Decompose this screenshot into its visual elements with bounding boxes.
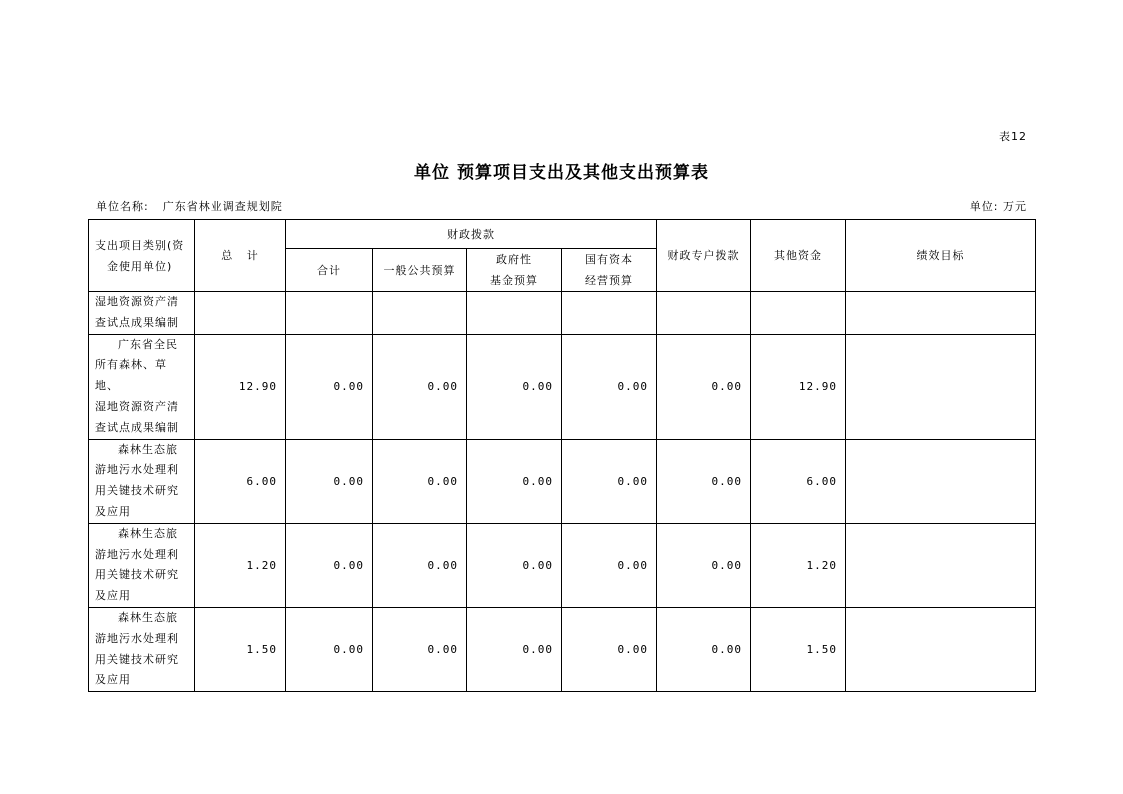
project-name-line (95, 313, 190, 334)
col-header-category (89, 220, 195, 292)
project-name-text: 森林生态旅 (118, 442, 178, 456)
project-name-text: 所有森林、草地、 (95, 358, 167, 393)
project-name-line (95, 524, 190, 545)
project-name-line (95, 460, 190, 481)
col-header-gov-fund (467, 249, 562, 292)
col-header-state-capital (562, 249, 657, 292)
cell-fiscal-special: 0.00 (657, 607, 751, 691)
cell-subtotal (286, 292, 373, 335)
col-header-fiscal-special: 财政专户拨款 (657, 220, 751, 292)
cell-general-public: 0.00 (373, 439, 467, 523)
table-row (89, 523, 1036, 607)
cell-subtotal: 0.00 (286, 439, 373, 523)
cell-total (195, 292, 286, 335)
project-name-line (95, 355, 190, 397)
project-name-text: 游地污水处理利 (95, 463, 179, 477)
cell-other-funds: 1.50 (751, 607, 846, 691)
cell-total: 12.90 (195, 334, 286, 439)
cell-total: 6.00 (195, 439, 286, 523)
unit-name-line (96, 198, 283, 214)
table-row (89, 607, 1036, 691)
cell-performance (846, 439, 1036, 523)
project-name-text: 及应用 (95, 589, 131, 603)
cell-other-funds: 1.20 (751, 523, 846, 607)
col-header-other-funds: 其他资金 (751, 220, 846, 292)
col-header-subtotal: 合计 (286, 249, 373, 292)
cell-other-funds: 12.90 (751, 334, 846, 439)
col-header-total: 总 计 (195, 220, 286, 292)
cell-state-capital: 0.00 (562, 523, 657, 607)
cell-gov-fund: 0.00 (467, 523, 562, 607)
project-name-text: 用关键技术研究 (95, 652, 179, 666)
cell-gov-fund: 0.00 (467, 334, 562, 439)
cell-general-public: 0.00 (373, 334, 467, 439)
project-name-text: 森林生态旅 (118, 610, 178, 624)
project-name-line (95, 502, 190, 523)
cell-subtotal: 0.00 (286, 607, 373, 691)
col-header-gov-fund-line1: 政府性 (496, 253, 532, 266)
cell-gov-fund: 0.00 (467, 607, 562, 691)
cell-state-capital: 0.00 (562, 607, 657, 691)
col-header-category-line1: 支出项目类别(资 (95, 238, 185, 252)
cell-performance (846, 334, 1036, 439)
project-name-line (95, 440, 190, 461)
project-name-text: 查试点成果编制 (95, 315, 179, 329)
col-header-state-capital-line1: 国有资本 (585, 253, 633, 266)
table-body (89, 292, 1036, 692)
project-name-line (95, 292, 190, 313)
cell-general-public: 0.00 (373, 607, 467, 691)
project-name-line (95, 608, 190, 629)
project-name-line (95, 397, 190, 418)
project-name-line (95, 481, 190, 502)
cell-general-public: 0.00 (373, 523, 467, 607)
project-name-cell (89, 523, 195, 607)
cell-fiscal-special (657, 292, 751, 335)
project-name-cell (89, 334, 195, 439)
table-row (89, 292, 1036, 335)
cell-fiscal-special: 0.00 (657, 523, 751, 607)
project-name-cell (89, 439, 195, 523)
project-name-line (95, 629, 190, 650)
project-name-line (95, 335, 190, 356)
table-number: 表12 (999, 130, 1027, 143)
col-header-gov-fund-line2: 基金预算 (490, 274, 538, 287)
cell-subtotal: 0.00 (286, 523, 373, 607)
table-row (89, 439, 1036, 523)
project-name-line (95, 670, 190, 691)
unit-name-label: 单位名称: (96, 200, 149, 213)
header-row-1 (89, 220, 1036, 249)
project-name-cell (89, 292, 195, 335)
project-name-text: 及应用 (95, 504, 131, 518)
cell-other-funds: 6.00 (751, 439, 846, 523)
project-name-text: 湿地资源资产清 (95, 399, 179, 413)
project-name-line (95, 650, 190, 671)
cell-performance (846, 607, 1036, 691)
cell-gov-fund: 0.00 (467, 439, 562, 523)
currency-unit-label: 单位: 万元 (969, 200, 1027, 213)
table-row (89, 334, 1036, 439)
project-name-text: 游地污水处理利 (95, 631, 179, 645)
cell-fiscal-special: 0.00 (657, 439, 751, 523)
project-name-line (95, 545, 190, 566)
project-name-text: 广东省全民 (118, 337, 178, 351)
project-name-line (95, 565, 190, 586)
project-name-text: 湿地资源资产清 (95, 295, 179, 308)
cell-fiscal-special: 0.00 (657, 334, 751, 439)
cell-general-public (373, 292, 467, 335)
project-name-cell (89, 607, 195, 691)
cell-state-capital (562, 292, 657, 335)
col-header-category-line2: 金使用单位) (107, 259, 173, 273)
project-name-text: 查试点成果编制 (95, 420, 179, 434)
cell-state-capital: 0.00 (562, 334, 657, 439)
cell-state-capital: 0.00 (562, 439, 657, 523)
cell-subtotal: 0.00 (286, 334, 373, 439)
col-header-performance: 绩效目标 (846, 220, 1036, 292)
cell-other-funds (751, 292, 846, 335)
project-name-text: 森林生态旅 (118, 526, 178, 540)
col-header-general-public: 一般公共预算 (373, 249, 467, 292)
col-header-fiscal-group: 财政拨款 (286, 220, 657, 249)
unit-name-value: 广东省林业调查规划院 (162, 200, 283, 213)
col-header-state-capital-line2: 经营预算 (585, 274, 633, 287)
cell-total: 1.20 (195, 523, 286, 607)
page-title: 单位 预算项目支出及其他支出预算表 (414, 163, 709, 183)
project-name-text: 及应用 (95, 673, 131, 687)
cell-performance (846, 523, 1036, 607)
project-name-text: 游地污水处理利 (95, 547, 179, 561)
cell-total: 1.50 (195, 607, 286, 691)
project-name-text: 用关键技术研究 (95, 484, 179, 498)
project-name-line (95, 418, 190, 439)
budget-table (88, 219, 1036, 692)
cell-gov-fund (467, 292, 562, 335)
project-name-text: 用关键技术研究 (95, 568, 179, 582)
project-name-line (95, 586, 190, 607)
cell-performance (846, 292, 1036, 335)
